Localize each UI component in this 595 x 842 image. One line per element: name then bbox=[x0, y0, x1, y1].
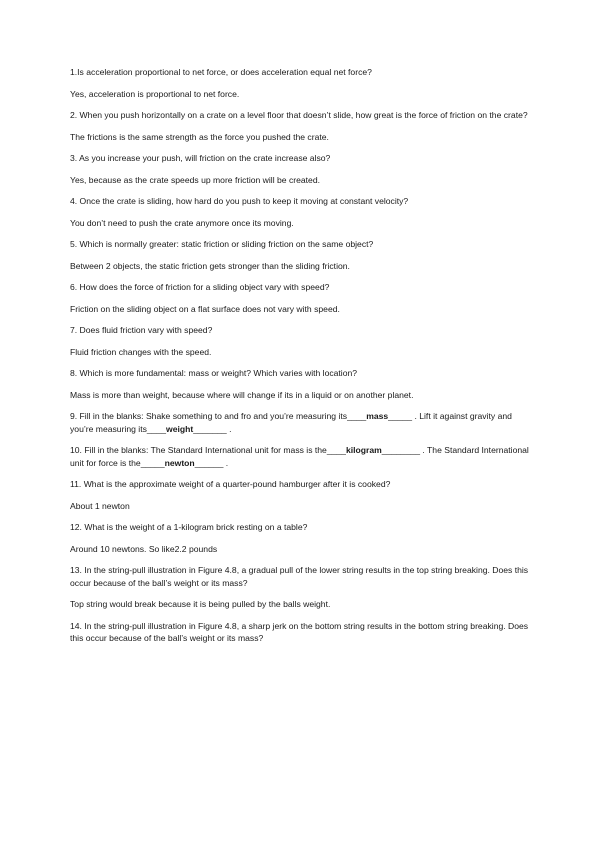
q9-blank-2-post: _______ bbox=[193, 423, 227, 434]
answer-7: Fluid friction changes with the speed. bbox=[70, 346, 212, 357]
q10-fill-2: newton bbox=[164, 457, 195, 468]
question-1: 1.Is acceleration proportional to net force, or does acceleration equal net force? bbox=[70, 67, 372, 77]
question-12: 12. What is the weight of a 1-kilogram brick resting on a table? bbox=[70, 522, 308, 532]
question-8: 8. Which is more fundamental: mass or weight? Which varies with location? bbox=[70, 368, 358, 378]
q10-blank-2-pre: _____ bbox=[140, 457, 165, 468]
question-9-fill-in bbox=[70, 410, 530, 435]
answer-2: The frictions is the same strength as the force you pushed the crate. bbox=[70, 131, 329, 142]
question-11: 11. What is the approximate weight of a quarter-pound hamburger after it is cooked? bbox=[70, 479, 391, 489]
q9-text-3: . bbox=[226, 423, 232, 434]
q10-text-2: . The Standard International unit for force is the bbox=[70, 445, 529, 468]
q10-text-1: 10. Fill in the blanks: The Standard International unit for mass is the bbox=[70, 445, 327, 455]
q9-blank-1-pre: ____ bbox=[347, 411, 367, 421]
answer-1: Yes, acceleration is proportional to net force. bbox=[70, 88, 240, 99]
answer-11: About 1 newton bbox=[70, 500, 130, 511]
q10-blank-2-post: ______ bbox=[194, 457, 224, 468]
answer-8: Mass is more than weight, because where will change if its in a liquid or on another planet. bbox=[70, 389, 414, 400]
question-2: 2. When you push horizontally on a crate on a level floor that doesn’t slide, how great is the force of friction on the crate? bbox=[70, 110, 528, 120]
question-4: 4. Once the crate is sliding, how hard do you push to keep it moving at constant velocity? bbox=[70, 196, 409, 206]
answer-3: Yes, because as the crate speeds up more friction will be created. bbox=[70, 174, 320, 185]
question-10-fill-in bbox=[70, 444, 530, 469]
q10-blank-1-pre: ____ bbox=[326, 445, 346, 455]
answer-12: Around 10 newtons. So like2.2 pounds bbox=[70, 543, 218, 554]
question-5: 5. Which is normally greater: static friction or sliding friction on the same object? bbox=[70, 239, 374, 249]
q10-text-3: . bbox=[223, 457, 229, 468]
q9-blank-1-post: _____ bbox=[388, 411, 413, 421]
q9-text-2: . Lift it against gravity and you’re measuring its bbox=[70, 411, 512, 434]
q10-fill-1: kilogram bbox=[345, 445, 382, 455]
document-page bbox=[70, 66, 530, 654]
answer-5: Between 2 objects, the static friction gets stronger than the sliding friction. bbox=[70, 260, 350, 271]
q9-text-1: 9. Fill in the blanks: Shake something to and fro and you’re measuring its bbox=[70, 411, 348, 421]
question-7: 7. Does fluid friction vary with speed? bbox=[70, 325, 213, 335]
question-6: 6. How does the force of friction for a sliding object vary with speed? bbox=[70, 282, 330, 292]
q9-blank-2-pre: ____ bbox=[146, 423, 167, 434]
answer-4: You don’t need to push the crate anymore once its moving. bbox=[70, 217, 294, 228]
q10-blank-1-post: ________ bbox=[381, 445, 421, 455]
question-14: 14. In the string-pull illustration in Figure 4.8, a sharp jerk on the bottom string results in the bottom string breaking. Does this occur because of the ball’s weight or its mass? bbox=[70, 620, 529, 643]
q9-fill-1: mass bbox=[366, 411, 389, 421]
answer-13: Top string would break because it is being pulled by the balls weight. bbox=[70, 599, 331, 609]
answer-6: Friction on the sliding object on a flat surface does not vary with speed. bbox=[70, 303, 340, 314]
question-3: 3. As you increase your push, will friction on the crate increase also? bbox=[70, 153, 331, 163]
q9-fill-2: weight bbox=[166, 423, 194, 434]
question-13: 13. In the string-pull illustration in Figure 4.8, a gradual pull of the lower string results in the top string breaking. Does this occur because of the ball’s weight or its mass? bbox=[70, 565, 529, 588]
